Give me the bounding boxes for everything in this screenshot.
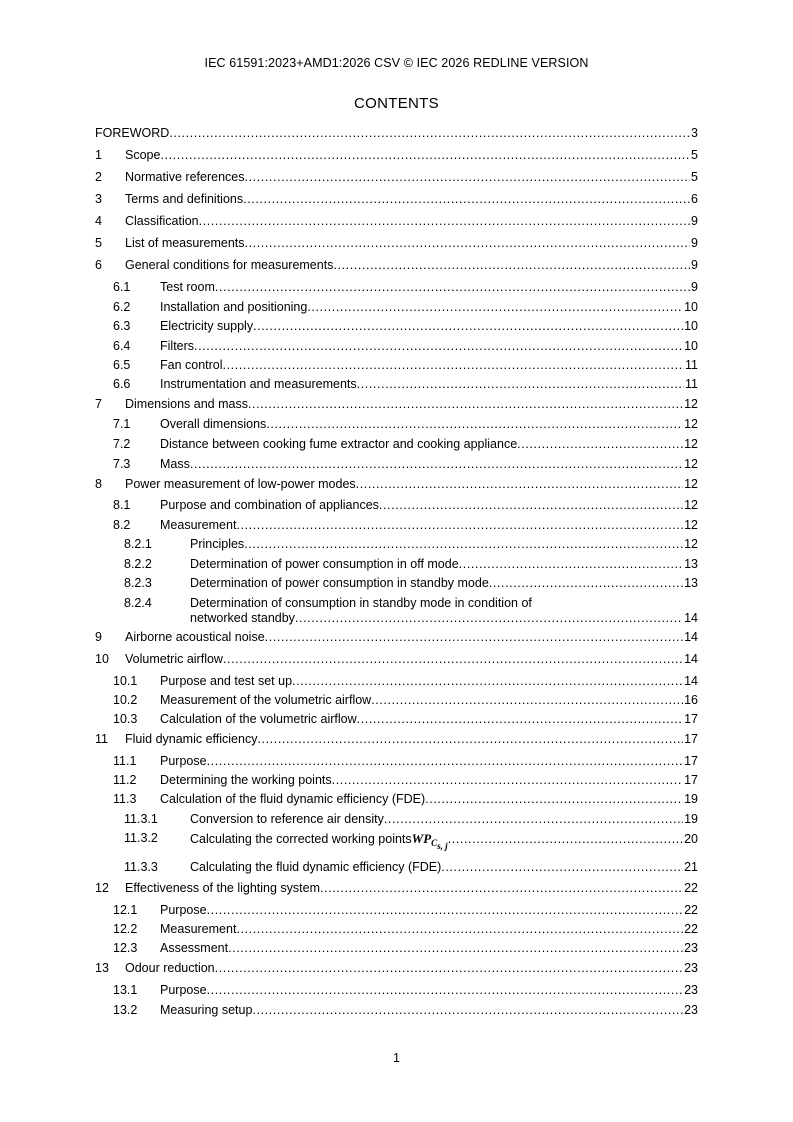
toc-page-number: 17 xyxy=(684,732,698,746)
toc-title: Purpose and combination of appliances xyxy=(160,498,379,512)
toc-leader-dots xyxy=(332,773,683,788)
toc-title: Determining the working points xyxy=(160,773,332,787)
toc-page-number: 22 xyxy=(684,881,698,895)
toc-section-number: 9 xyxy=(95,630,102,644)
toc-leader-dots xyxy=(252,1003,683,1018)
toc-entry[interactable] xyxy=(95,1003,698,1018)
toc-title: List of measurements xyxy=(125,236,245,250)
toc-leader-dots xyxy=(371,693,683,708)
toc-entry[interactable] xyxy=(95,961,698,976)
toc-leader-dots xyxy=(448,832,683,847)
toc-title: FOREWORD xyxy=(95,126,170,140)
toc-page-number: 22 xyxy=(684,922,698,936)
toc-page-number: 12 xyxy=(684,457,698,471)
toc-section-number: 11.3.2 xyxy=(124,831,158,845)
toc-title: Measurement xyxy=(160,518,237,532)
toc-section-number: 12 xyxy=(95,881,109,895)
toc-section-number: 8.2.2 xyxy=(124,557,152,571)
toc-page-number: 17 xyxy=(684,773,698,787)
toc-entry[interactable] xyxy=(95,319,698,334)
toc-leader-dots xyxy=(356,477,683,492)
toc-entry[interactable] xyxy=(95,557,698,572)
toc-section-number: 7 xyxy=(95,397,102,411)
toc-leader-dots xyxy=(384,812,683,827)
toc-title: Normative references xyxy=(125,170,245,184)
toc-entry[interactable] xyxy=(95,983,698,998)
toc-entry[interactable] xyxy=(95,377,698,392)
math-sub: C xyxy=(431,838,438,848)
toc-entry[interactable] xyxy=(95,922,698,937)
toc-title: Filters xyxy=(160,339,195,353)
toc-entry[interactable] xyxy=(95,754,698,769)
toc-title: Installation and positioning xyxy=(160,300,308,314)
document-header: IEC 61591:2023+AMD1:2026 CSV © IEC 2026 REDLINE VERSION xyxy=(204,56,589,70)
toc-title: Terms and definitions xyxy=(125,192,244,206)
toc-page-number: 11 xyxy=(685,377,698,391)
toc-title: Purpose xyxy=(160,983,207,997)
toc-section-number: 8.2.4 xyxy=(124,596,152,610)
toc-section-number: 10.2 xyxy=(113,693,138,707)
toc-section-number: 8.2 xyxy=(113,518,131,532)
toc-section-number: 6.6 xyxy=(113,377,131,391)
toc-section-number: 6.5 xyxy=(113,358,131,372)
toc-entry[interactable] xyxy=(95,397,698,412)
toc-entry[interactable] xyxy=(95,652,698,667)
toc-title: Conversion to reference air density xyxy=(190,812,384,826)
toc-page-number: 9 xyxy=(691,236,698,250)
toc-title: Measuring setup xyxy=(160,1003,253,1017)
toc-page-number: 3 xyxy=(691,126,698,140)
toc-title: Calculation of the fluid dynamic efficiency (FDE) xyxy=(160,792,426,806)
toc-leader-dots xyxy=(207,983,684,998)
toc-page-number: 13 xyxy=(684,557,698,571)
toc-entry[interactable] xyxy=(95,170,698,185)
toc-leader-dots xyxy=(223,358,684,373)
toc-section-number: 13.2 xyxy=(113,1003,138,1017)
toc-page-number: 21 xyxy=(684,860,698,874)
toc-section-number: 5 xyxy=(95,236,102,250)
toc-page-number: 13 xyxy=(684,576,698,590)
toc-section-number: 11.3 xyxy=(113,792,137,806)
toc-title: Volumetric airflow xyxy=(125,652,223,666)
toc-page-number: 12 xyxy=(684,417,698,431)
toc-page-number: 22 xyxy=(684,903,698,917)
toc-leader-dots xyxy=(223,652,683,667)
toc-page-number: 12 xyxy=(684,537,698,551)
toc-title: Overall dimensions xyxy=(160,417,267,431)
math-subsub: s, j xyxy=(437,841,448,851)
toc-entry[interactable] xyxy=(95,732,698,747)
toc-title: Purpose and test set up xyxy=(160,674,293,688)
toc-page-number: 17 xyxy=(684,754,698,768)
toc-leader-dots xyxy=(459,557,683,572)
toc-entry[interactable] xyxy=(95,339,698,354)
toc-leader-dots xyxy=(236,922,683,937)
contents-heading: CONTENTS xyxy=(354,95,439,112)
toc-leader-dots xyxy=(190,457,683,472)
toc-leader-dots xyxy=(248,397,683,412)
toc-entry[interactable] xyxy=(95,417,698,432)
toc-section-number: 13 xyxy=(95,961,109,975)
toc-title: Distance between cooking fume extractor and cooking appliance xyxy=(160,437,518,451)
toc-section-number: 13.1 xyxy=(113,983,138,997)
toc-entry[interactable] xyxy=(95,358,698,373)
toc-section-number: 3 xyxy=(95,192,102,206)
toc-leader-dots xyxy=(207,754,684,769)
toc-page-number: 12 xyxy=(684,397,698,411)
toc-entry[interactable] xyxy=(95,860,698,875)
toc-entry[interactable] xyxy=(95,537,698,552)
toc-title: Fan control xyxy=(160,358,223,372)
toc-entry[interactable] xyxy=(95,773,698,788)
toc-entry[interactable] xyxy=(95,674,698,689)
toc-section-number: 8.2.3 xyxy=(124,576,152,590)
toc-section-number: 7.1 xyxy=(113,417,131,431)
toc-leader-dots xyxy=(357,712,683,727)
toc-leader-dots xyxy=(236,518,683,533)
toc-section-number: 8 xyxy=(95,477,102,491)
toc-section-number: 10 xyxy=(95,652,109,666)
toc-title: Determination of consumption in standby mode in condition of xyxy=(190,596,532,610)
toc-entry[interactable] xyxy=(95,792,698,807)
toc-leader-dots xyxy=(307,300,683,315)
toc-leader-dots xyxy=(357,377,684,392)
toc-page-number: 12 xyxy=(684,518,698,532)
toc-title: Effectiveness of the lighting system xyxy=(125,881,321,895)
toc-section-number: 11.3.1 xyxy=(124,812,158,826)
toc-section-number: 11 xyxy=(95,732,108,746)
toc-entry[interactable] xyxy=(95,712,698,727)
toc-leader-dots xyxy=(489,576,683,591)
toc-leader-dots xyxy=(292,674,683,689)
toc-leader-dots xyxy=(245,170,691,185)
toc-leader-dots xyxy=(333,258,690,273)
toc-title: Calculating the corrected working points xyxy=(190,832,412,846)
toc-page-number: 9 xyxy=(691,214,698,228)
toc-page-number: 17 xyxy=(684,712,698,726)
toc-leader-dots xyxy=(215,280,690,295)
toc-section-number: 1 xyxy=(95,148,102,162)
toc-leader-dots xyxy=(253,319,683,334)
toc-leader-dots xyxy=(245,236,691,251)
toc-leader-dots xyxy=(425,792,683,807)
toc-title: Power measurement of low-power modes xyxy=(125,477,356,491)
toc-leader-dots xyxy=(169,126,690,141)
toc-page-number: 23 xyxy=(684,961,698,975)
toc-title: networked standby xyxy=(190,611,295,625)
toc-section-number: 11.1 xyxy=(113,754,137,768)
toc-section-number: 8.2.1 xyxy=(124,537,152,551)
toc-entry[interactable] xyxy=(95,576,698,591)
toc-page-number: 14 xyxy=(684,674,698,688)
toc-title: Electricity supply xyxy=(160,319,254,333)
toc-page-number: 12 xyxy=(684,477,698,491)
toc-title: Fluid dynamic efficiency xyxy=(125,732,258,746)
toc-leader-dots xyxy=(257,732,683,747)
toc-page-number: 23 xyxy=(684,1003,698,1017)
toc-page-number: 5 xyxy=(691,170,698,184)
toc-entry[interactable] xyxy=(95,258,698,273)
toc-page-number: 14 xyxy=(684,611,698,625)
toc-section-number: 6.4 xyxy=(113,339,131,353)
toc-entry[interactable] xyxy=(95,214,698,229)
toc-section-number: 2 xyxy=(95,170,102,184)
toc-leader-dots xyxy=(517,437,683,452)
toc-entry[interactable] xyxy=(95,518,698,533)
toc-entry[interactable] xyxy=(95,596,698,626)
working-point-symbol xyxy=(412,831,448,854)
toc-page-number: 20 xyxy=(684,832,698,846)
toc-section-number: 6.2 xyxy=(113,300,131,314)
toc-section-number: 4 xyxy=(95,214,102,228)
toc-entry[interactable] xyxy=(95,477,698,492)
toc-title: Dimensions and mass xyxy=(125,397,248,411)
toc-leader-dots xyxy=(207,903,684,918)
toc-leader-dots xyxy=(265,630,683,645)
toc-entry[interactable] xyxy=(95,457,698,472)
toc-section-number: 12.1 xyxy=(113,903,138,917)
toc-section-number: 8.1 xyxy=(113,498,131,512)
toc-page-number: 10 xyxy=(684,300,698,314)
toc-page-number: 19 xyxy=(684,792,698,806)
page-number: 1 xyxy=(393,1051,400,1065)
toc-title: Purpose xyxy=(160,754,207,768)
toc-leader-dots xyxy=(244,537,683,552)
toc-leader-dots xyxy=(160,148,690,163)
toc-page-number: 14 xyxy=(684,630,698,644)
toc-page-number: 10 xyxy=(684,319,698,333)
toc-leader-dots xyxy=(199,214,690,229)
toc-leader-dots xyxy=(194,339,683,354)
toc-entry[interactable] xyxy=(95,941,698,956)
toc-page-number: 14 xyxy=(684,652,698,666)
toc-entry[interactable] xyxy=(95,812,698,827)
toc-entry[interactable] xyxy=(95,881,698,896)
toc-title: Purpose xyxy=(160,903,207,917)
toc-page-number: 5 xyxy=(691,148,698,162)
toc-leader-dots xyxy=(441,860,683,875)
toc-entry[interactable] xyxy=(95,903,698,918)
toc-leader-dots xyxy=(228,941,683,956)
toc-title: Test room xyxy=(160,280,215,294)
toc-title: Determination of power consumption in off mode xyxy=(190,557,459,571)
toc-section-number: 7.3 xyxy=(113,457,131,471)
toc-title: Measurement xyxy=(160,922,237,936)
toc-page-number: 19 xyxy=(684,812,698,826)
toc-entry[interactable] xyxy=(95,126,698,141)
toc-entry[interactable] xyxy=(95,236,698,251)
toc-section-number: 10.3 xyxy=(113,712,138,726)
toc-title: Instrumentation and measurements xyxy=(160,377,357,391)
toc-title: Classification xyxy=(125,214,199,228)
toc-page-number: 9 xyxy=(691,280,698,294)
toc-leader-dots xyxy=(320,881,683,896)
toc-page-number: 6 xyxy=(691,192,698,206)
toc-section-number: 6.3 xyxy=(113,319,131,333)
toc-title: Determination of power consumption in standby mode xyxy=(190,576,489,590)
toc-page-number: 12 xyxy=(684,437,698,451)
toc-title: Odour reduction xyxy=(125,961,215,975)
toc-entry[interactable] xyxy=(95,300,698,315)
toc-entry[interactable] xyxy=(95,148,698,163)
toc-section-number: 11.3.3 xyxy=(124,860,158,874)
toc-title: Mass xyxy=(160,457,190,471)
toc-entry[interactable] xyxy=(95,280,698,295)
toc-page-number: 23 xyxy=(684,941,698,955)
toc-section-number: 11.2 xyxy=(113,773,137,787)
toc-page-number: 12 xyxy=(684,498,698,512)
toc-section-number: 12.3 xyxy=(113,941,138,955)
toc-entry[interactable] xyxy=(95,693,698,708)
toc-title: Calculation of the volumetric airflow xyxy=(160,712,357,726)
toc-leader-dots xyxy=(379,498,683,513)
toc-page-number: 23 xyxy=(684,983,698,997)
toc-page-number: 11 xyxy=(685,358,698,372)
toc-title: General conditions for measurements xyxy=(125,258,334,272)
toc-title: Measurement of the volumetric airflow xyxy=(160,693,372,707)
toc-leader-dots xyxy=(243,192,690,207)
toc-section-number: 6 xyxy=(95,258,102,272)
math-base: WP xyxy=(411,831,432,846)
toc-section-number: 7.2 xyxy=(113,437,131,451)
toc-entry[interactable] xyxy=(95,437,698,452)
toc-title: Principles xyxy=(190,537,245,551)
toc-title: Assessment xyxy=(160,941,229,955)
toc-title: Airborne acoustical noise xyxy=(125,630,265,644)
toc-leader-dots xyxy=(215,961,683,976)
toc-section-number: 10.1 xyxy=(113,674,138,688)
toc-entry[interactable] xyxy=(95,630,698,645)
toc-entry[interactable] xyxy=(95,192,698,207)
toc-entry[interactable] xyxy=(95,831,698,851)
toc-title: Calculating the fluid dynamic efficiency (FDE) xyxy=(190,860,442,874)
toc-leader-dots xyxy=(266,417,683,432)
toc-entry[interactable] xyxy=(95,498,698,513)
toc-section-number: 12.2 xyxy=(113,922,138,936)
toc-page-number: 16 xyxy=(684,693,698,707)
toc-leader-dots xyxy=(295,611,683,626)
toc-section-number: 6.1 xyxy=(113,280,131,294)
toc-page-number: 10 xyxy=(684,339,698,353)
toc-page-number: 9 xyxy=(691,258,698,272)
toc-title: Scope xyxy=(125,148,161,162)
